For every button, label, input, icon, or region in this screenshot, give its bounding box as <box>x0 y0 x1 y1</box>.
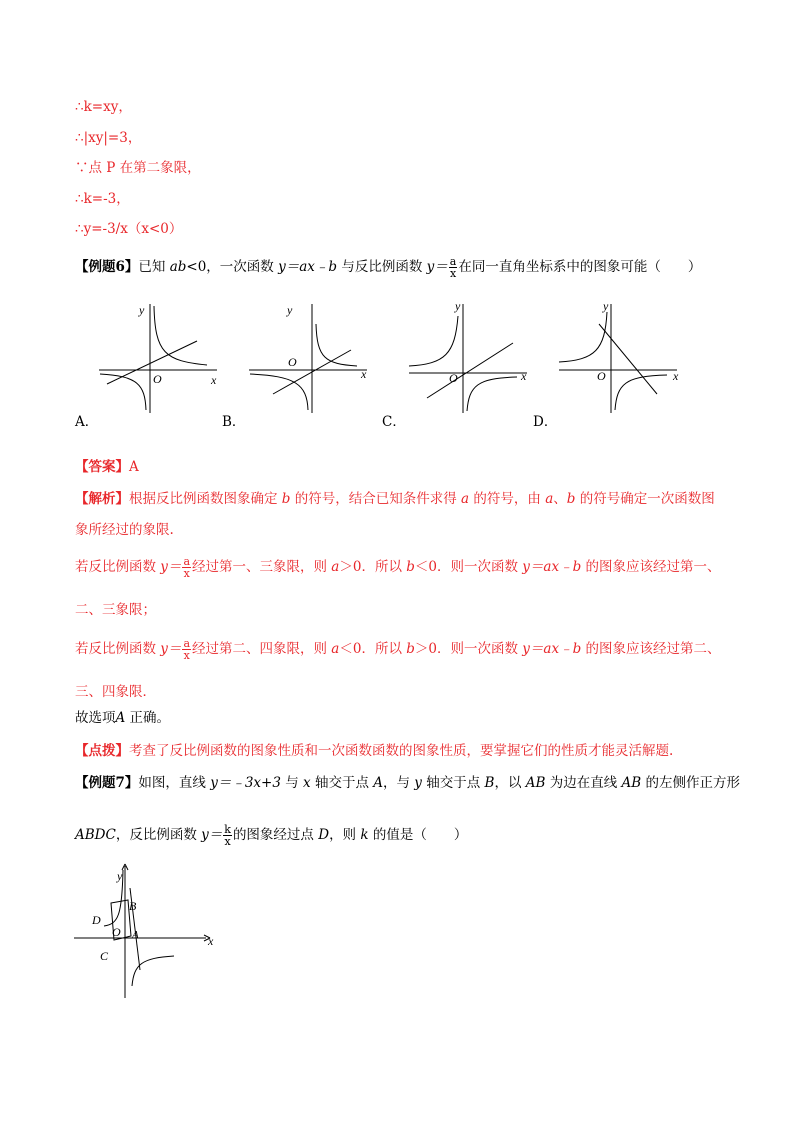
fraction <box>182 556 191 579</box>
analysis-case-1-cont: 二、三象限； <box>75 602 156 618</box>
analysis-line-1 <box>75 490 715 508</box>
solution-line-5: ∴y=-3/x（x<0） <box>75 221 183 237</box>
q6-fraction <box>449 256 458 279</box>
fraction <box>182 638 191 661</box>
conclusion-text: 故选项 <box>75 710 116 726</box>
analysis-text: ＜0．则一次函数 <box>414 559 523 575</box>
linear-eq: y＝ax﹣b <box>522 559 582 575</box>
q7-text: 与 <box>280 775 304 791</box>
q7-text: 为边在直线 <box>545 775 622 791</box>
q7-segment: AB <box>525 775 546 791</box>
var-b: b <box>281 491 291 507</box>
q6-linear-eq: y＝ax﹣b <box>278 259 338 275</box>
frac-num: a <box>183 637 190 650</box>
y-axis-label: y <box>603 299 609 313</box>
q7-text: 的左侧作正方形 <box>641 775 740 791</box>
answer-tag: 【答案】 <box>75 459 129 475</box>
analysis-text: 经过第一、三象限，则 <box>192 559 332 575</box>
y-axis-label: y <box>287 303 293 317</box>
analysis-text: 若反比例函数 <box>75 559 161 575</box>
q6-y-eq: y＝ <box>426 259 448 275</box>
option-b-label: B． <box>222 414 246 430</box>
q7-text: 的值是（ ） <box>368 827 468 843</box>
analysis-text: 若反比例函数 <box>75 641 161 657</box>
solution-line-4: ∴k=-3， <box>75 191 130 207</box>
analysis-case-1 <box>75 556 721 579</box>
analysis-text: ＞0．所以 <box>339 559 407 575</box>
origin-label: O <box>597 369 606 383</box>
q7-text: 如图，直线 <box>138 775 211 791</box>
analysis-text: 的图象应该经过第一、 <box>581 559 721 575</box>
analysis-text: 的符号，由 <box>469 491 546 507</box>
linear-eq: y＝ax﹣b <box>522 641 582 657</box>
example-7-tag: 【例题7】 <box>75 775 139 791</box>
tip-line <box>75 742 673 760</box>
option-a-graph <box>95 298 225 416</box>
x-axis-label: x <box>673 369 679 383</box>
frac-num: a <box>183 555 190 568</box>
q7-fraction <box>223 824 232 847</box>
var-b: b <box>406 559 415 575</box>
y-eq: y＝ <box>160 641 182 657</box>
fig-y-label: y <box>117 869 123 883</box>
tip-tag: 【点拨】 <box>75 743 129 759</box>
q7-text: 轴交于点 <box>421 775 485 791</box>
q7-text: ，与 <box>383 775 415 791</box>
solution-line-3: ∵点 P 在第二象限， <box>75 160 201 176</box>
solution-line-2: ∴|xy|=3， <box>75 130 142 146</box>
answer-value: A <box>129 459 139 475</box>
y-axis-label: y <box>455 299 461 313</box>
q7-var: k <box>360 827 369 843</box>
frac-den: x <box>449 267 457 280</box>
q7-point: B <box>484 775 495 791</box>
q6-text: 与反比例函数 <box>337 259 427 275</box>
option-d-graph <box>555 298 685 416</box>
origin-label: O <box>153 372 162 386</box>
q6-text: <0，一次函数 <box>186 259 279 275</box>
analysis-line-2: 象所经过的象限. <box>75 522 174 538</box>
q7-text: 的图象经过点 <box>232 827 319 843</box>
answer-line <box>75 458 139 476</box>
conclusion-text: 正确。 <box>125 710 171 726</box>
fig-x-label: x <box>208 934 214 948</box>
var-a: a <box>331 641 340 657</box>
solution-line-1: ∴k=xy， <box>75 99 132 115</box>
origin-label: O <box>288 355 297 369</box>
var-a: a <box>545 491 554 507</box>
x-axis-label: x <box>361 367 367 381</box>
analysis-case-2 <box>75 638 721 661</box>
example-7-question-line-1 <box>75 774 740 792</box>
q6-text: 在同一直角坐标系中的图象可能（ ） <box>458 259 702 275</box>
option-c-label: C． <box>382 414 406 430</box>
q6-text: 已知 <box>138 259 170 275</box>
analysis-text: 、 <box>553 491 567 507</box>
analysis-case-2-cont: 三、四象限． <box>75 684 156 700</box>
q7-segment: AB <box>621 775 642 791</box>
fig-point-a: A <box>132 929 139 941</box>
q6-ab: ab <box>169 259 187 275</box>
frac-den: x <box>183 649 190 662</box>
frac-num: k <box>224 823 231 836</box>
frac-num: a <box>449 255 457 268</box>
fig-origin-label: O <box>112 925 121 939</box>
q7-point: A <box>373 775 383 791</box>
analysis-text: 经过第二、四象限，则 <box>192 641 332 657</box>
analysis-text: ＞0．则一次函数 <box>414 641 523 657</box>
analysis-text: 的符号确定一次函数图 <box>575 491 715 507</box>
q7-var: y <box>414 775 422 791</box>
q7-text: 轴交于点 <box>310 775 374 791</box>
q7-text: ，以 <box>494 775 526 791</box>
frac-den: x <box>224 835 231 848</box>
q7-y-eq: y＝ <box>201 827 223 843</box>
conclusion-option: A <box>115 710 126 726</box>
option-b-graph <box>245 298 375 416</box>
origin-label: O <box>449 371 458 385</box>
frac-den: x <box>183 567 190 580</box>
fig-point-d: D <box>92 913 101 927</box>
q7-square: ABDC <box>75 827 116 843</box>
option-a-label: A． <box>75 414 99 430</box>
conclusion-line <box>75 709 170 727</box>
tip-text: 考查了反比例函数的图象性质和一次函数函数的图象性质，要掌握它们的性质才能灵活解题. <box>129 743 674 759</box>
analysis-text: 根据反比例函数图象确定 <box>129 491 282 507</box>
var-a: a <box>331 559 340 575</box>
q7-text: ，反比例函数 <box>115 827 202 843</box>
example-7-figure <box>70 858 220 1000</box>
q7-var: x <box>303 775 311 791</box>
option-c-graph <box>405 298 535 416</box>
y-axis-label: y <box>139 303 145 317</box>
option-d-label: D． <box>533 414 558 430</box>
x-axis-label: x <box>521 369 527 383</box>
fig-point-c: C <box>100 949 109 963</box>
q7-point: D <box>318 827 330 843</box>
q7-linear-eq: y＝﹣3x+3 <box>210 775 281 791</box>
example-7-question-line-2 <box>75 824 467 847</box>
var-b: b <box>566 491 576 507</box>
analysis-text: 的符号，结合已知条件求得 <box>290 491 462 507</box>
example-6-question <box>75 256 701 279</box>
q7-text: ，则 <box>329 827 361 843</box>
analysis-tag: 【解析】 <box>75 491 129 507</box>
fig-point-b: B <box>129 899 137 913</box>
var-a: a <box>461 491 470 507</box>
example-6-tag: 【例题6】 <box>75 259 139 275</box>
y-eq: y＝ <box>160 559 182 575</box>
analysis-text: 的图象应该经过第二、 <box>581 641 721 657</box>
var-b: b <box>406 641 415 657</box>
analysis-text: ＜0．所以 <box>339 641 407 657</box>
x-axis-label: x <box>211 373 217 387</box>
